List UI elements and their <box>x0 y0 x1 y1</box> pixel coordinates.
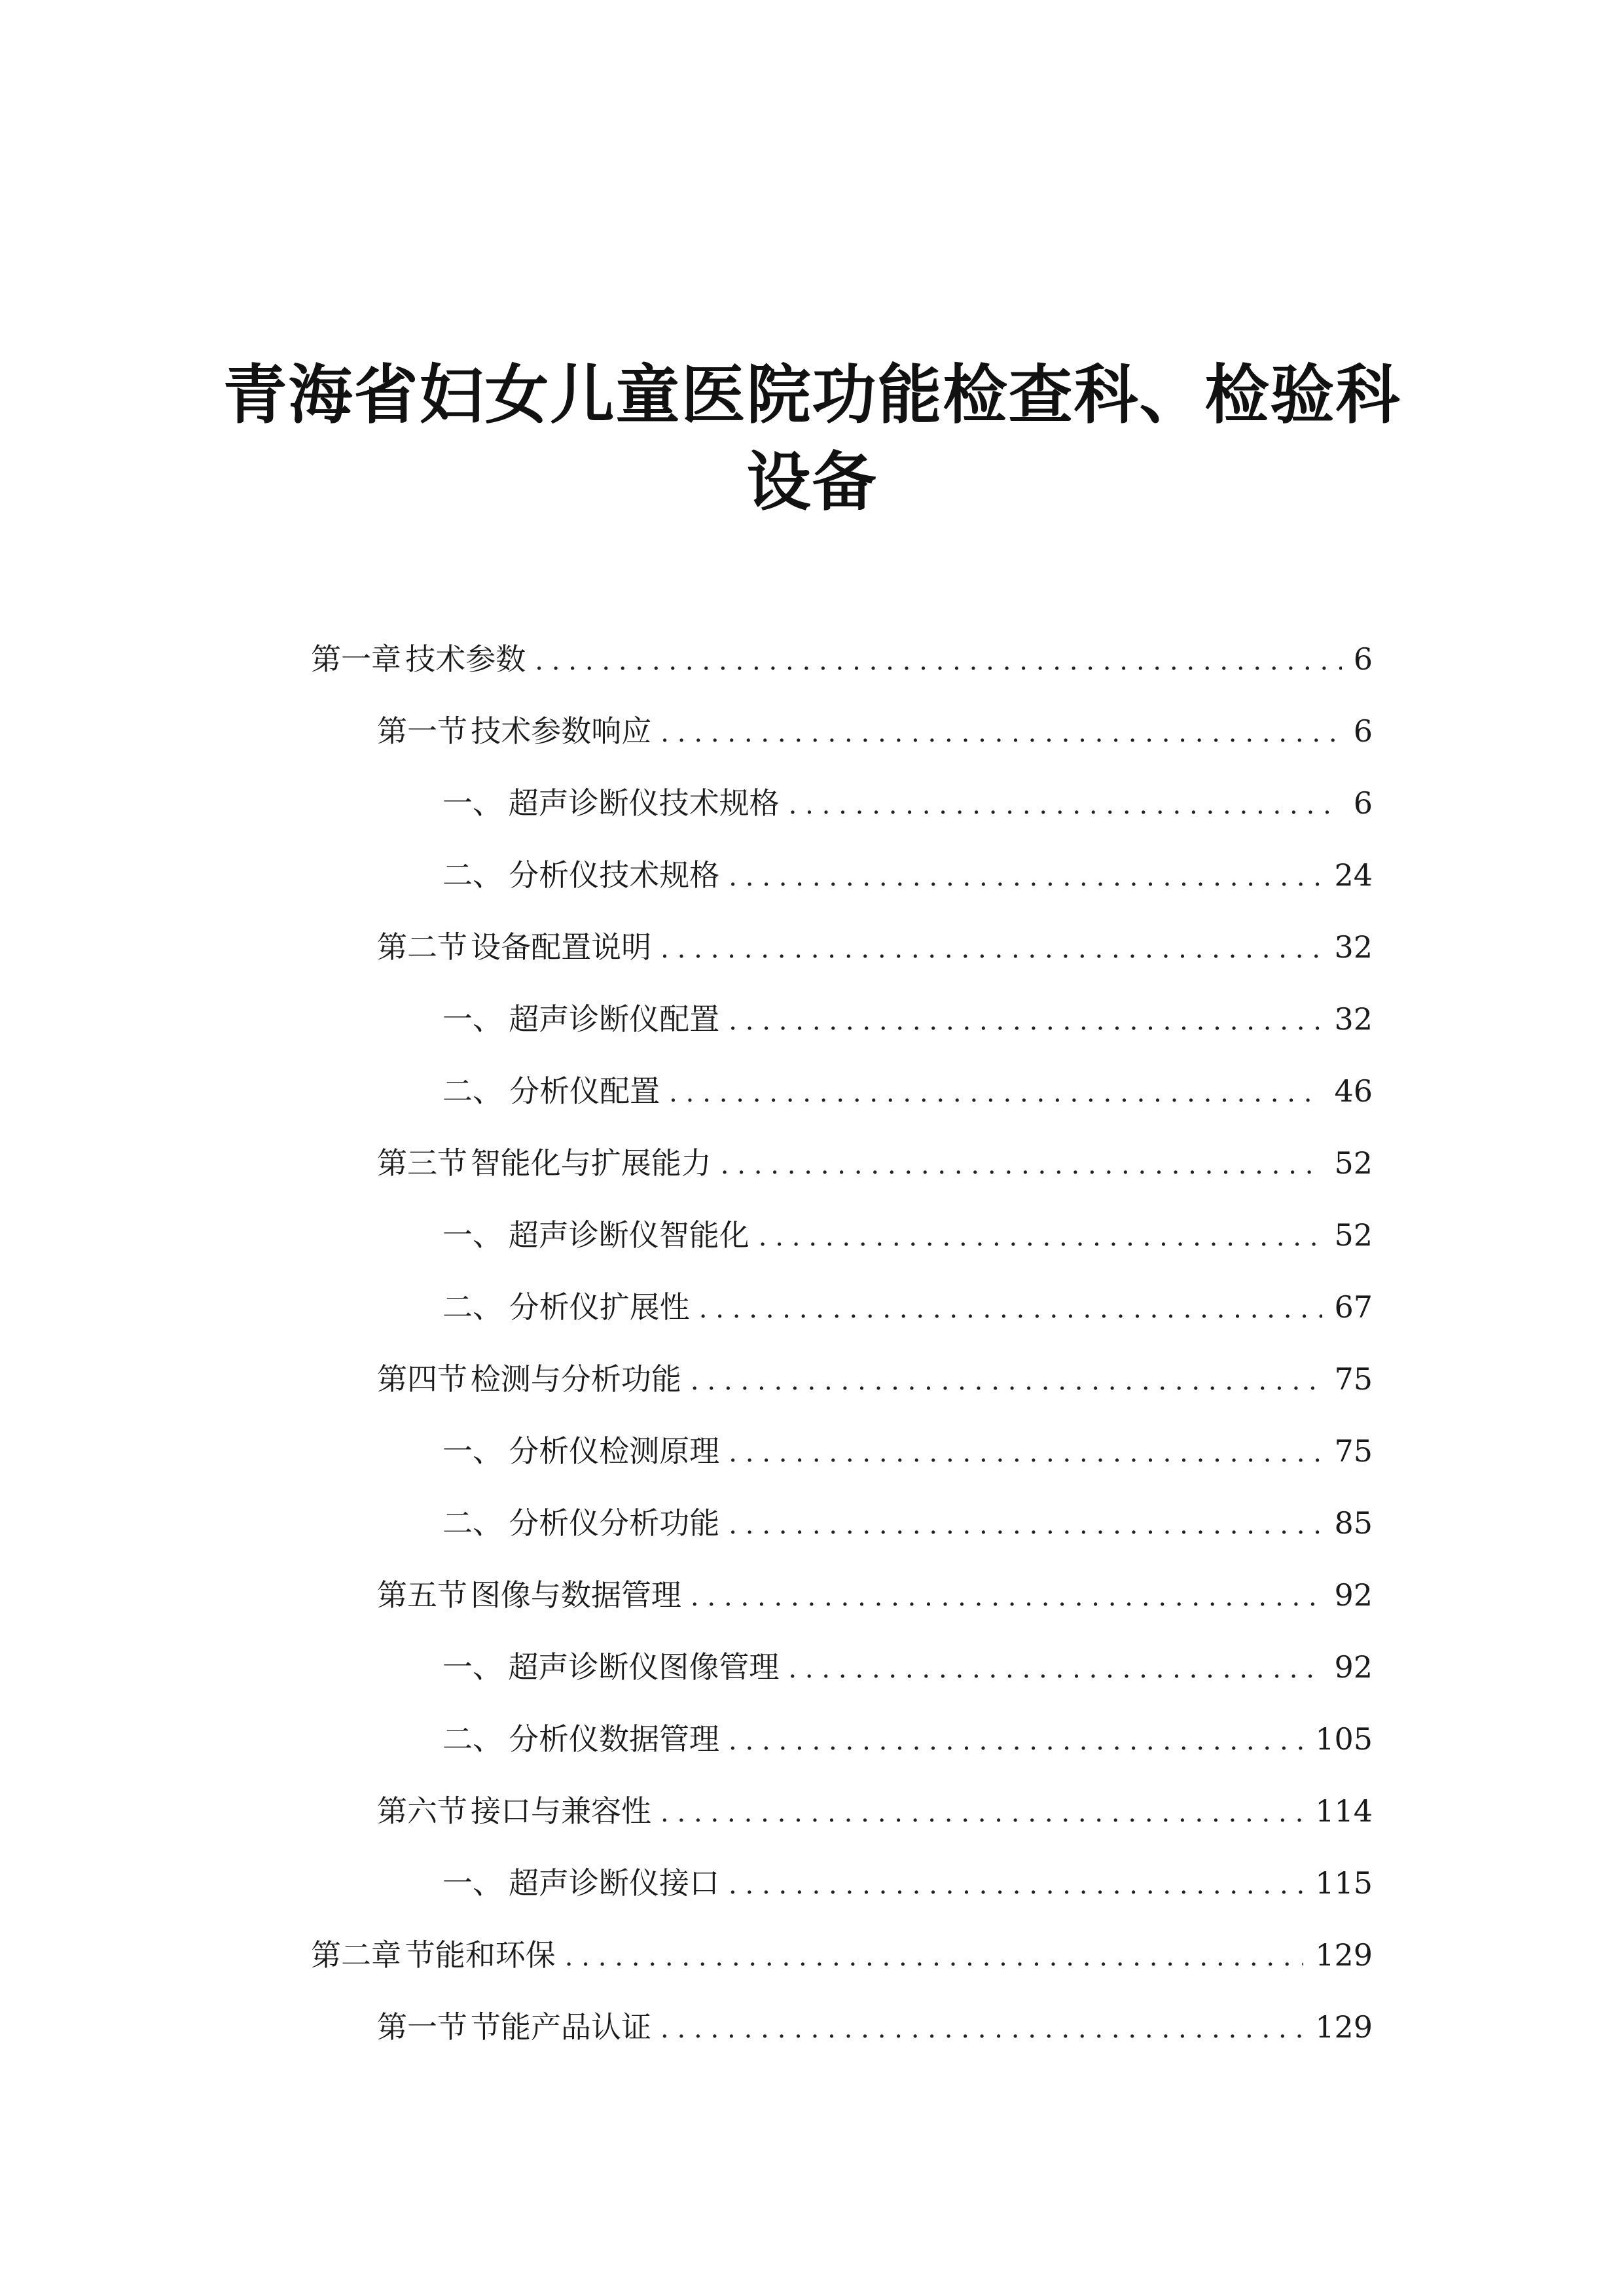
toc-prefix: 二、 <box>442 1505 503 1541</box>
document-title-line-1: 青海省妇女儿童医院功能检查科、检验科 <box>223 358 1401 433</box>
toc-entry-subsection[interactable] <box>442 1068 1373 1114</box>
toc-prefix: 第二节 <box>377 929 467 965</box>
toc-dot-leader <box>729 854 1322 900</box>
toc-page-number: 52 <box>1334 1217 1373 1253</box>
toc-dot-leader <box>660 1790 1303 1836</box>
toc-prefix: 二、 <box>442 1289 503 1325</box>
toc-page-number: 129 <box>1315 1937 1373 1973</box>
toc-dot-leader <box>721 1142 1323 1188</box>
toc-prefix: 第一节 <box>377 2009 467 2045</box>
toc-label: 超声诊断仪智能化 <box>508 1217 749 1253</box>
toc-label: 检测与分析功能 <box>470 1361 681 1397</box>
toc-label: 图像与数据管理 <box>470 1577 681 1613</box>
toc-entry-chapter[interactable] <box>311 1932 1373 1978</box>
toc-dot-leader <box>699 1286 1323 1332</box>
toc-prefix: 一、 <box>442 1649 503 1685</box>
toc-label: 分析仪扩展性 <box>509 1289 690 1325</box>
toc-page-number: 67 <box>1334 1289 1373 1325</box>
toc-page-number: 6 <box>1353 713 1373 749</box>
toc-entry-section[interactable] <box>377 1572 1373 1618</box>
toc-prefix: 第一章 <box>311 641 401 677</box>
toc-dot-leader <box>660 710 1341 756</box>
toc-prefix: 第三节 <box>377 1145 467 1181</box>
toc-entry-subsection[interactable] <box>442 780 1373 826</box>
toc-page-number: 115 <box>1315 1865 1373 1901</box>
toc-page-number: 92 <box>1334 1577 1373 1613</box>
toc-label: 超声诊断仪技术规格 <box>508 785 780 821</box>
toc-label: 分析仪技术规格 <box>509 857 720 893</box>
toc-label: 超声诊断仪配置 <box>509 1001 720 1037</box>
toc-prefix: 一、 <box>442 1865 503 1901</box>
toc-prefix: 一、 <box>442 1433 503 1469</box>
toc-prefix: 第二章 <box>311 1937 401 1973</box>
toc-page-number: 75 <box>1334 1361 1373 1397</box>
toc-page-number: 24 <box>1334 857 1373 893</box>
toc-dot-leader <box>788 1646 1322 1692</box>
toc-entry-chapter[interactable] <box>311 636 1373 682</box>
toc-entry-subsection[interactable] <box>442 1428 1373 1474</box>
toc-label: 智能化与扩展能力 <box>470 1145 712 1181</box>
toc-dot-leader <box>669 1070 1322 1116</box>
toc-dot-leader <box>729 1862 1303 1908</box>
document-title-line-2: 设备 <box>746 445 878 520</box>
toc-entry-subsection[interactable] <box>442 1860 1373 1906</box>
toc-dot-leader <box>729 998 1322 1044</box>
toc-page-number: 6 <box>1353 641 1373 677</box>
toc-entry-section[interactable] <box>377 924 1373 970</box>
toc-entry-section[interactable] <box>377 1788 1373 1834</box>
toc-page-number: 75 <box>1334 1433 1373 1469</box>
toc-page-number: 129 <box>1315 2009 1373 2045</box>
toc-dot-leader <box>660 926 1322 972</box>
toc-page-number: 46 <box>1334 1073 1373 1109</box>
toc-label: 节能产品认证 <box>471 2009 651 2045</box>
toc-label: 分析仪检测原理 <box>509 1433 720 1469</box>
toc-entry-section[interactable] <box>377 708 1373 754</box>
toc-dot-leader <box>759 1214 1323 1260</box>
toc-dot-leader <box>789 782 1342 828</box>
toc-entry-subsection[interactable] <box>442 996 1373 1042</box>
toc-dot-leader <box>729 1718 1303 1764</box>
toc-label: 分析仪配置 <box>509 1073 660 1109</box>
toc-page-number: 105 <box>1315 1721 1373 1757</box>
toc-prefix: 二、 <box>442 1721 503 1757</box>
toc-prefix: 第四节 <box>377 1361 467 1397</box>
toc-entry-subsection[interactable] <box>442 1500 1373 1546</box>
toc-dot-leader <box>729 1502 1322 1548</box>
toc-dot-leader <box>691 1358 1323 1404</box>
toc-entry-section[interactable] <box>377 1356 1373 1402</box>
toc-page-number: 85 <box>1334 1505 1373 1541</box>
toc-dot-leader <box>729 1430 1322 1476</box>
toc-prefix: 第六节 <box>377 1793 467 1829</box>
toc-entry-subsection[interactable] <box>442 852 1373 898</box>
toc-entry-subsection[interactable] <box>442 1284 1373 1330</box>
toc-prefix: 二、 <box>442 857 503 893</box>
toc-page-number: 92 <box>1334 1649 1373 1685</box>
toc-prefix: 一、 <box>442 785 503 821</box>
toc-prefix: 第一节 <box>377 713 467 749</box>
toc-label: 分析仪分析功能 <box>509 1505 720 1541</box>
toc-label: 技术参数 <box>405 641 526 677</box>
toc-prefix: 一、 <box>442 1001 503 1037</box>
toc-label: 节能和环保 <box>405 1937 556 1973</box>
toc-page-number: 114 <box>1315 1793 1373 1829</box>
toc-dot-leader <box>565 1934 1303 1980</box>
toc-prefix: 二、 <box>442 1073 503 1109</box>
toc-entry-subsection[interactable] <box>442 1644 1373 1690</box>
toc-prefix: 一、 <box>442 1217 503 1253</box>
toc-entry-section[interactable] <box>377 2004 1373 2050</box>
toc-dot-leader <box>660 2006 1303 2052</box>
toc-label: 设备配置说明 <box>471 929 652 965</box>
toc-prefix: 第五节 <box>377 1577 467 1613</box>
toc-label: 接口与兼容性 <box>471 1793 651 1829</box>
toc-entry-subsection[interactable] <box>442 1716 1373 1762</box>
toc-label: 超声诊断仪图像管理 <box>508 1649 780 1685</box>
toc-page-number: 52 <box>1334 1145 1373 1181</box>
toc-page-number: 32 <box>1334 929 1373 965</box>
toc-page-number: 6 <box>1353 785 1373 821</box>
toc-label: 分析仪数据管理 <box>508 1721 719 1757</box>
toc-page-number: 32 <box>1334 1001 1373 1037</box>
toc-label: 技术参数响应 <box>471 713 652 749</box>
toc-label: 超声诊断仪接口 <box>508 1865 719 1901</box>
toc-entry-section[interactable] <box>377 1140 1373 1186</box>
toc-dot-leader <box>691 1574 1323 1620</box>
toc-dot-leader <box>535 638 1341 684</box>
toc-entry-subsection[interactable] <box>442 1212 1373 1258</box>
